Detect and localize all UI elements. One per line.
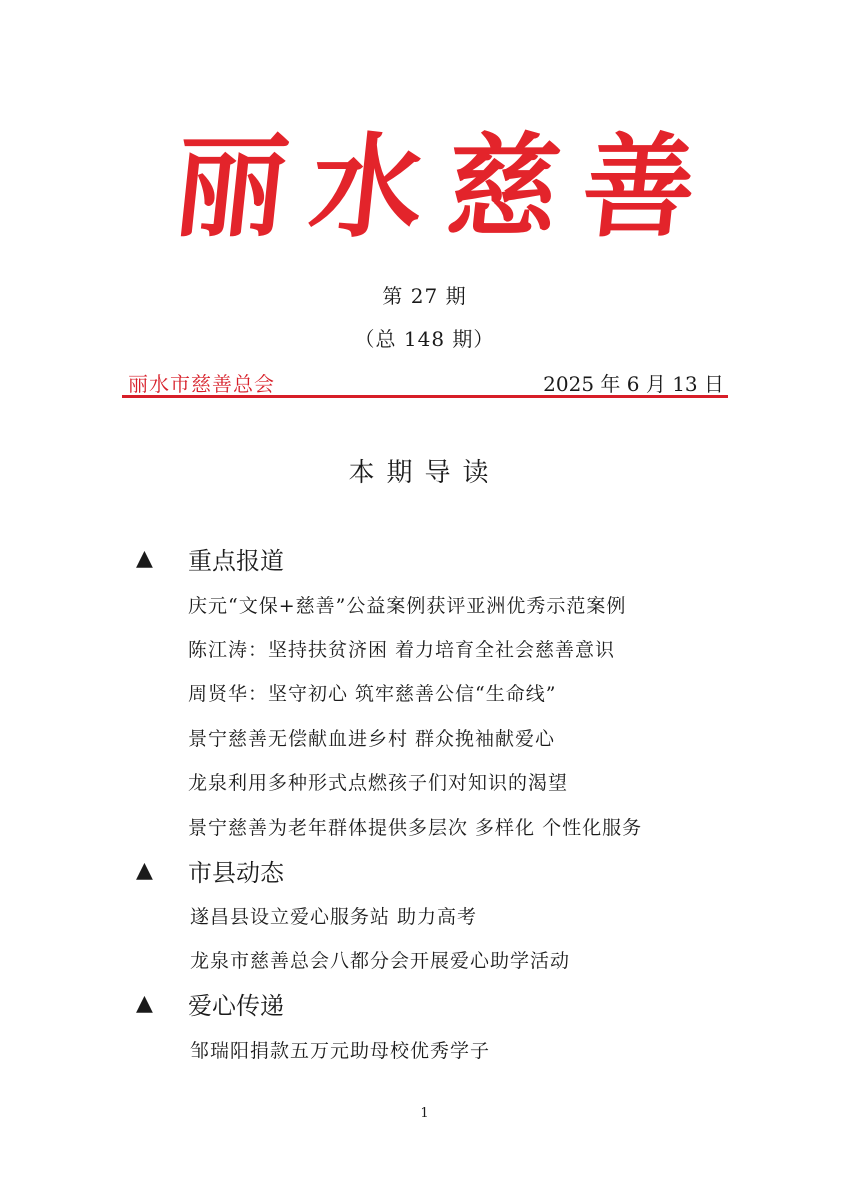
toc-item[interactable]: 邹瑞阳捐款五万元助母校优秀学子 bbox=[190, 1040, 491, 1062]
toc-item[interactable]: 龙泉市慈善总会八都分会开展爱心助学活动 bbox=[190, 950, 571, 972]
masthead-char-1: 丽 bbox=[168, 122, 294, 253]
masthead-logo bbox=[168, 118, 702, 258]
organization-name: 丽水市慈善总会 bbox=[128, 371, 275, 396]
issue-total: （总 148 期） bbox=[354, 327, 495, 351]
triangle-icon: ▲ bbox=[136, 858, 153, 883]
toc-item[interactable]: 周贤华：坚守初心 筑牢慈善公信“生命线” bbox=[188, 683, 557, 705]
toc-section-heading bbox=[136, 541, 284, 576]
page-number: 1 bbox=[420, 1106, 429, 1121]
toc-item[interactable]: 遂昌县设立爱心服务站 助力高考 bbox=[190, 906, 478, 928]
toc-section-heading bbox=[136, 853, 284, 888]
toc-section-heading bbox=[136, 986, 284, 1021]
toc-item[interactable]: 陈江涛：坚持扶贫济困 着力培育全社会慈善意识 bbox=[188, 639, 616, 661]
header-divider bbox=[122, 395, 728, 398]
toc-item[interactable]: 景宁慈善为老年群体提供多层次 多样化 个性化服务 bbox=[188, 817, 643, 839]
issue-date: 2025 年 6 月 13 日 bbox=[543, 371, 724, 396]
masthead-char-2: 水 bbox=[304, 122, 430, 253]
triangle-icon: ▲ bbox=[136, 991, 153, 1016]
toc-item[interactable]: 庆元“文保+慈善”公益案例获评亚洲优秀示范案例 bbox=[188, 595, 627, 617]
toc-title: 本期导读 bbox=[348, 458, 501, 488]
section-heading-label: 爱心传递 bbox=[188, 992, 284, 1020]
toc-item[interactable]: 龙泉利用多种形式点燃孩子们对知识的渴望 bbox=[188, 772, 569, 794]
masthead-char-3: 慈 bbox=[440, 122, 566, 253]
issue-number: 第 27 期 bbox=[382, 284, 467, 308]
masthead-char-4: 善 bbox=[576, 122, 702, 253]
section-heading-label: 重点报道 bbox=[188, 547, 284, 575]
toc-item[interactable]: 景宁慈善无偿献血进乡村 群众挽袖献爱心 bbox=[188, 728, 556, 750]
triangle-icon: ▲ bbox=[136, 546, 153, 571]
header-row bbox=[128, 368, 724, 396]
section-heading-label: 市县动态 bbox=[188, 859, 284, 887]
